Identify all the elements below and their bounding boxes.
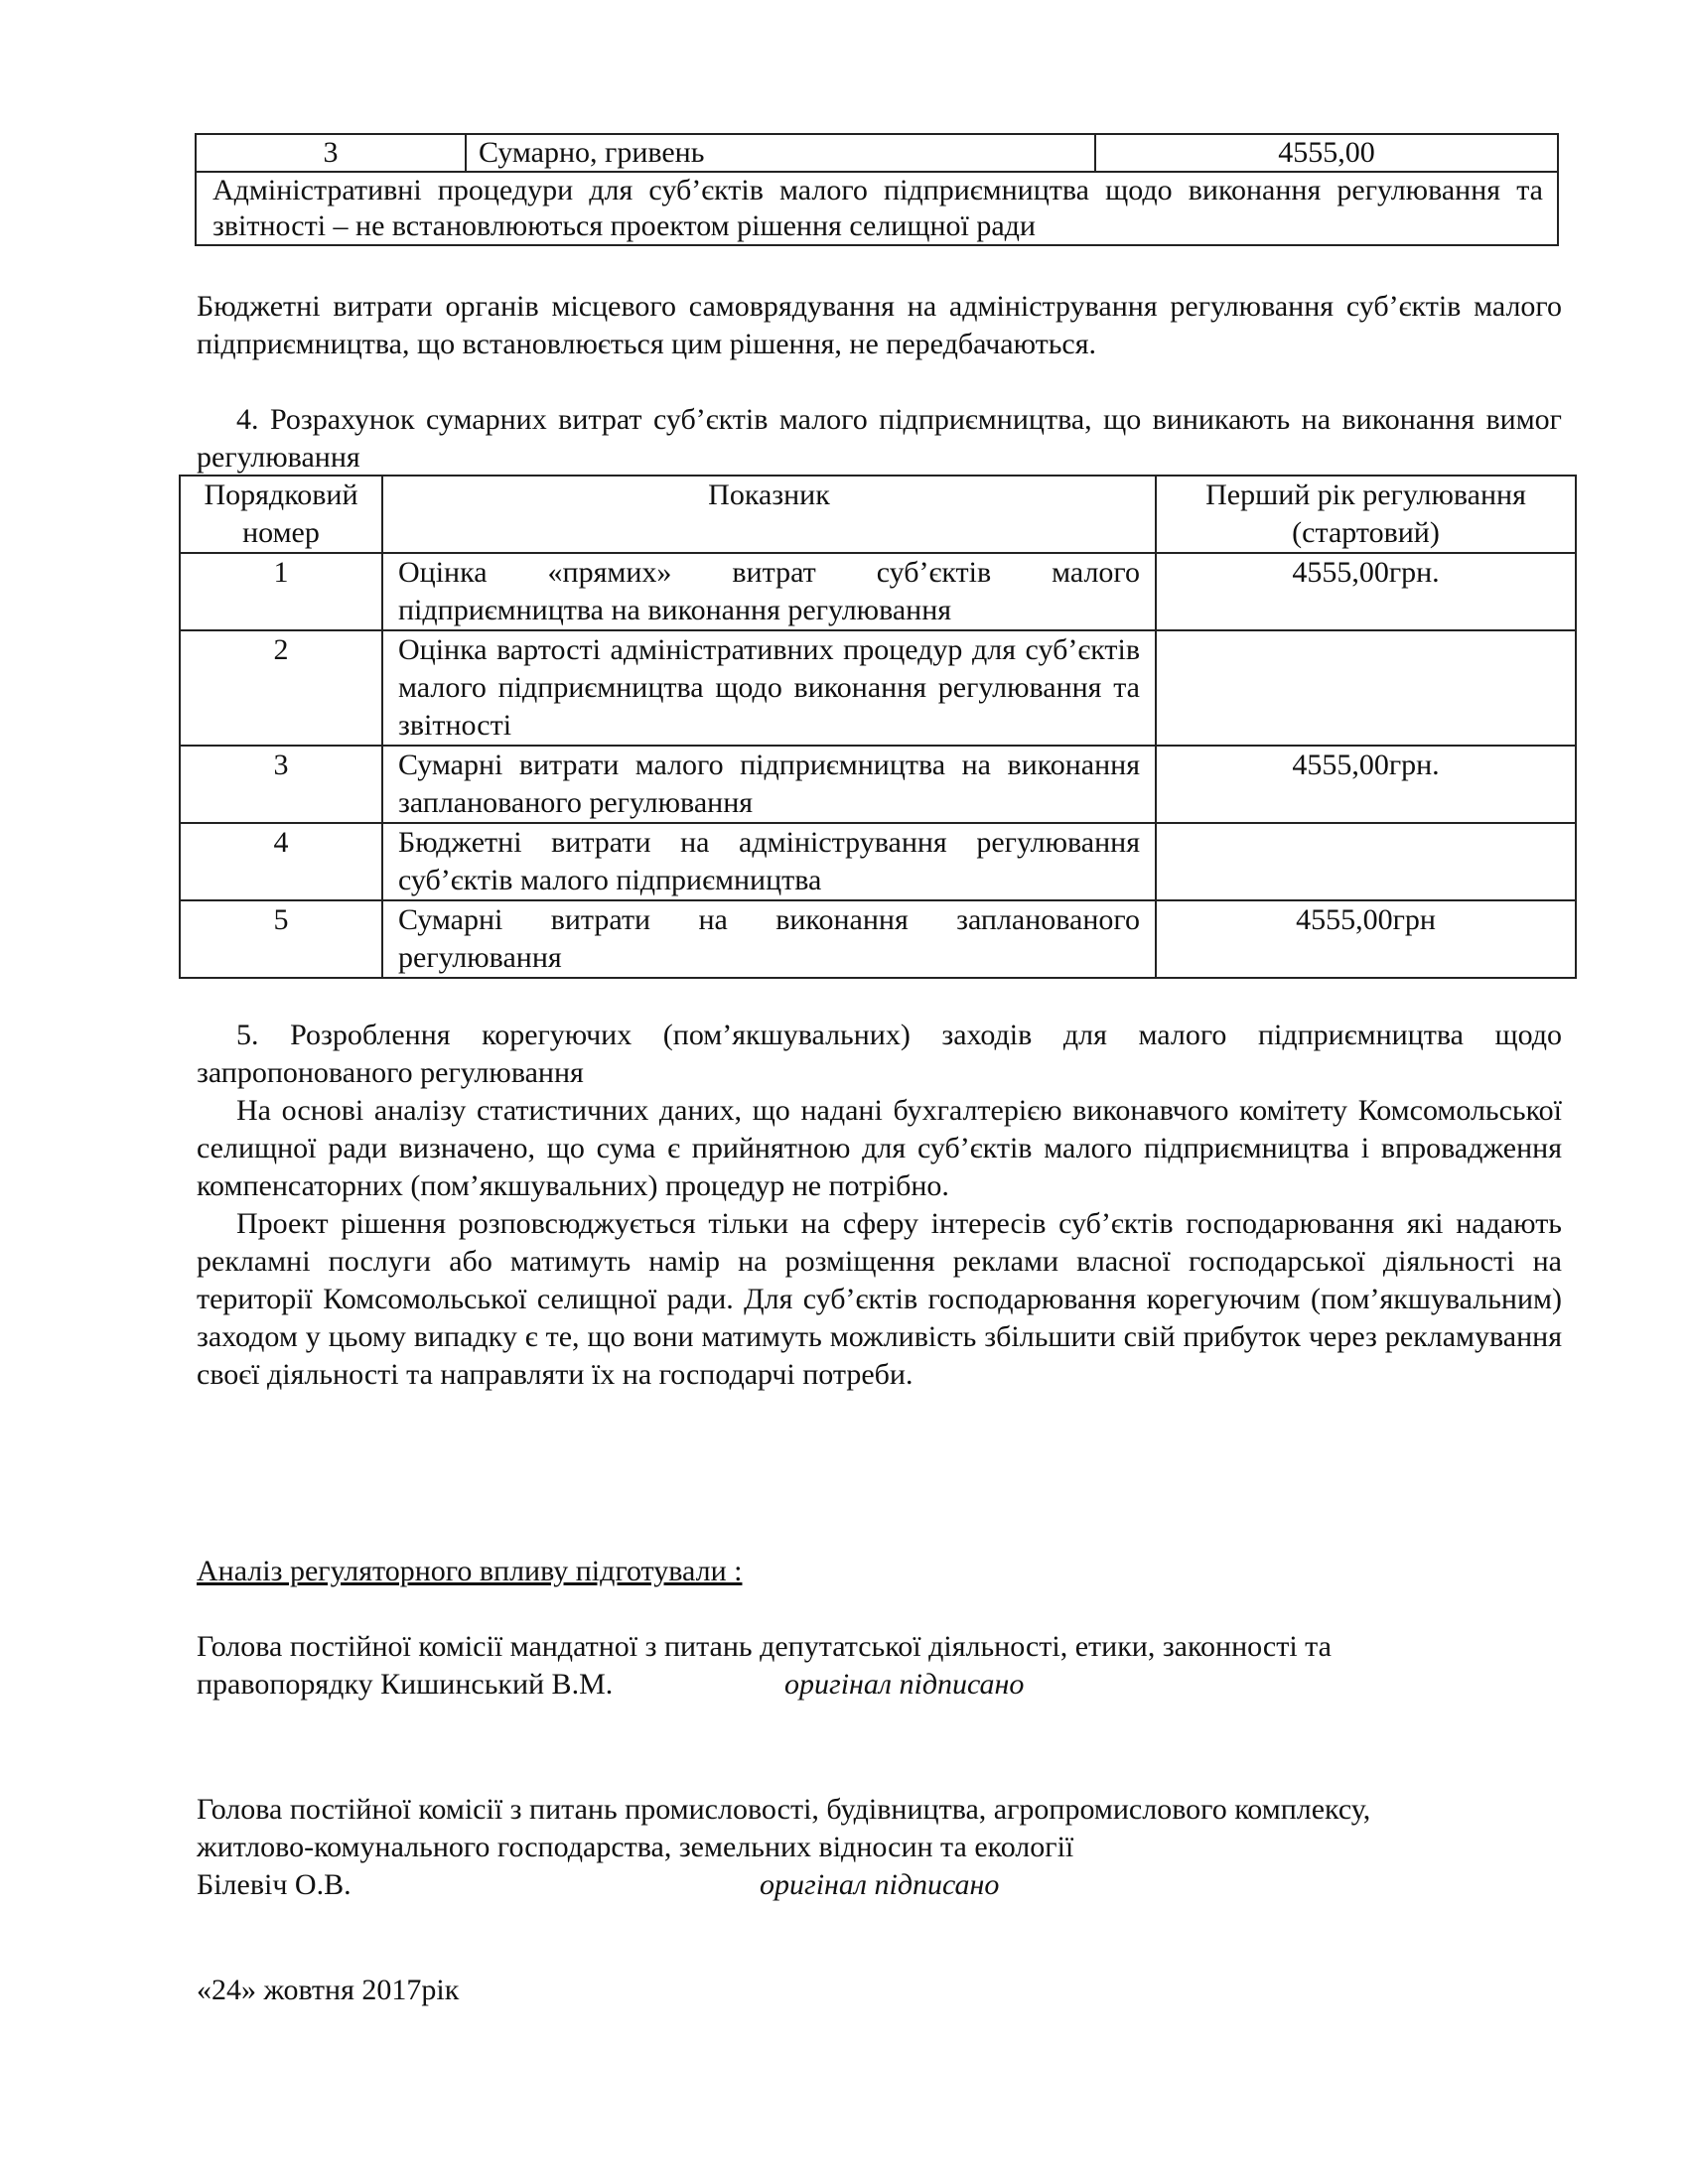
row-label-cell: Бюджетні витрати на адміністрування регулювання суб’єктів малого підприємництва <box>382 823 1156 900</box>
admin-procedures-note: Адміністративні процедури для суб’єктів малого підприємництва щодо виконання регулювання та звітності – не встановлюються проектом рішення селищної ради <box>196 172 1558 245</box>
section-4-heading: 4. Розрахунок сумарних витрат суб’єктів малого підприємництва, що виникають на виконання вимог регулювання <box>197 403 1562 474</box>
row-label-cell: Сумарні витрати на виконання запланованого регулювання <box>382 900 1156 978</box>
prepared-by-wrap <box>197 1553 1562 1590</box>
header-indicator: Показник <box>382 476 1156 553</box>
signer-2-line-1: Голова постійної комісії з питань промисловості, будівництва, агропромислового комплексу, <box>197 1793 1371 1826</box>
signer-2-name: Білевіч О.В. <box>197 1868 352 1901</box>
signer-1-name: правопорядку Кишинський В.М. <box>197 1668 614 1701</box>
row-value-cell <box>1156 630 1576 746</box>
signer-1-line-1: Голова постійної комісії мандатної з питань депутатської діяльності, етики, законності та <box>197 1630 1332 1663</box>
row-value-cell: 4555,00грн. <box>1156 553 1576 630</box>
section-5-heading: 5. Розроблення корегуючих (пом’якшувальних) заходів для малого підприємництва щодо запропонованого регулювання <box>197 1019 1562 1089</box>
row-label-cell: Сумарні витрати малого підприємництва на виконання запланованого регулювання <box>382 746 1156 823</box>
row-number-cell: 3 <box>196 134 466 172</box>
costs-table <box>179 475 1577 979</box>
section-5-paragraph-2: Проект рішення розповсюджується тільки на сферу інтересів суб’єктів господарювання які надають рекламні послуги або матимуть намір на розміщення реклами власної господарської діяльності на території Комсомольської селищної ради. Для суб’єктів господарювання корегуючим (пом’якшувальним) заходом у цьому випадку є те, що вони матимуть можливість збільшити свій прибуток через рекламування своєї діяльності та направляти їх на господарчі потреби. <box>197 1207 1562 1391</box>
header-first-year: Перший рік регулювання (стартовий) <box>1156 476 1576 553</box>
row-label-cell: Оцінка «прямих» витрат суб’єктів малого підприємництва на виконання регулювання <box>382 553 1156 630</box>
section-5-paragraph-1: На основі аналізу статистичних даних, що надані бухгалтерією виконавчого комітету Комсомольської селищної ради визначено, що сума є прийнятною для суб’єктів малого підприємництва і впровадження компенсаторних (пом’якшувальних) процедур не потрібно. <box>197 1094 1562 1202</box>
row-number-cell: 3 <box>180 746 382 823</box>
signer-1-line-2-wrap <box>197 1666 1562 1704</box>
table-row <box>180 553 1576 630</box>
table-row <box>196 134 1558 172</box>
signer-1-signed: оригінал підписано <box>784 1668 1025 1701</box>
table-row <box>180 823 1576 900</box>
signer-2-line-3-wrap <box>197 1866 1562 1904</box>
signer-2-signed: оригінал підписано <box>760 1868 1000 1901</box>
row-value-cell <box>1156 823 1576 900</box>
table-header-row <box>180 476 1576 553</box>
prepared-by-heading: Аналіз регуляторного впливу підготували : <box>197 1555 743 1587</box>
summary-table <box>195 133 1559 246</box>
row-number-cell: 4 <box>180 823 382 900</box>
table-row <box>180 900 1576 978</box>
header-number: Порядковий номер <box>180 476 382 553</box>
row-number-cell: 2 <box>180 630 382 746</box>
table-row <box>180 746 1576 823</box>
row-number-cell: 5 <box>180 900 382 978</box>
table-row <box>196 172 1558 245</box>
row-value-cell: 4555,00 <box>1095 134 1558 172</box>
row-label-cell: Оцінка вартості адміністративних процедур для суб’єктів малого підприємництва щодо виконання регулювання та звітності <box>382 630 1156 746</box>
row-value-cell: 4555,00грн <box>1156 900 1576 978</box>
row-number-cell: 1 <box>180 553 382 630</box>
row-label-cell: Сумарно, гривень <box>466 134 1095 172</box>
table-row <box>180 630 1576 746</box>
budget-paragraph: Бюджетні витрати органів місцевого самоврядування на адміністрування регулювання суб’єктів малого підприємництва, що встановлюється цим рішення, не передбачаються. <box>197 290 1562 360</box>
signer-2-line-2: житлово-комунального господарства, земельних відносин та екології <box>197 1831 1074 1863</box>
document-date: «24» жовтня 2017рік <box>197 1974 460 2006</box>
row-value-cell: 4555,00грн. <box>1156 746 1576 823</box>
